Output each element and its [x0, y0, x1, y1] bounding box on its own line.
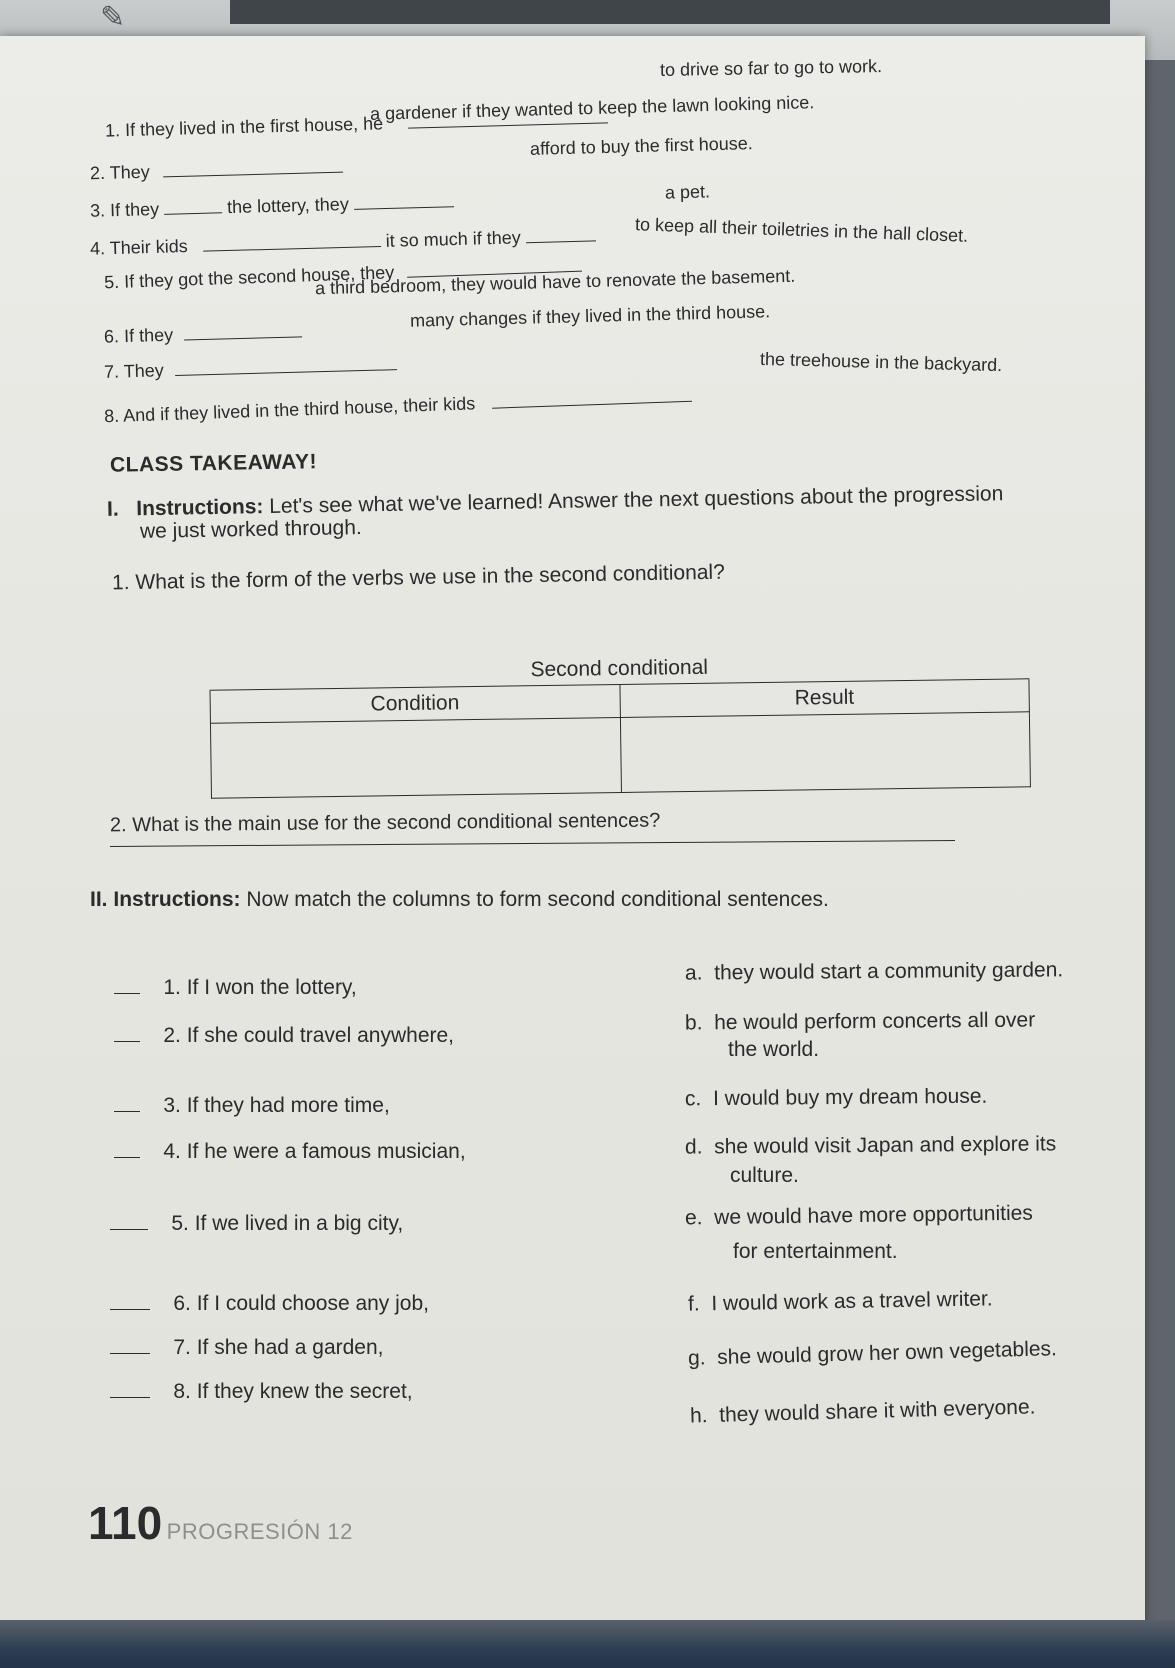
match-right-b-cont: the world. — [728, 1038, 820, 1061]
workbook-page — [0, 36, 1145, 1628]
section-1-instructions: I. Instructions: Let's see what we've learned! Answer the next questions about the progression — [106, 482, 1004, 521]
answer-blank[interactable] — [203, 245, 381, 252]
match-left-5: 5. If we lived in a big city, — [110, 1212, 403, 1236]
match-left-6: 6. If I could choose any job, — [110, 1292, 429, 1316]
second-conditional-table — [209, 648, 1031, 798]
section-1-instructions-cont: we just worked through. — [139, 516, 362, 543]
match-blank[interactable] — [114, 1157, 140, 1158]
answer-blank[interactable] — [163, 171, 343, 178]
dark-band — [230, 0, 1110, 24]
page-number: 110 — [88, 1497, 163, 1549]
answer-blank[interactable] — [492, 400, 692, 409]
match-right-a: a. they would start a community garden. — [684, 958, 1064, 985]
match-left-4: 4. If he were a famous musician, — [114, 1140, 466, 1164]
condition-answer-cell[interactable] — [210, 718, 621, 799]
answer-blank[interactable] — [184, 335, 302, 340]
table-title: Second conditional — [210, 648, 1029, 690]
sentence-3: 3. If they the lottery, they — [90, 191, 454, 222]
question-1: 1. What is the form of the verbs we use in the second conditional? — [111, 560, 725, 595]
answer-blank[interactable] — [164, 211, 222, 215]
sentence-8-end: the treehouse in the backyard. — [759, 348, 1003, 376]
page-footer — [88, 1496, 353, 1550]
progression-label: PROGRESIÓN 12 — [166, 1519, 353, 1544]
match-left-1: 1. If I won the lottery, — [114, 976, 357, 1000]
photo-background-bottom — [0, 1620, 1175, 1668]
sentence-6-end: a third bedroom, they would have to renovate the basement. — [314, 265, 796, 299]
sentence-4: 4. Their kids it so much if they — [90, 225, 596, 259]
match-right-d-cont: culture. — [730, 1164, 799, 1187]
table-header-condition: Condition — [210, 685, 620, 724]
sentence-7: 7. They — [104, 354, 397, 383]
sentence-6: 6. If they — [104, 321, 303, 347]
section-2-instructions: II. Instructions: Now match the columns to form second conditional sentences. — [90, 888, 829, 911]
match-blank[interactable] — [110, 1309, 150, 1310]
answer-blank[interactable] — [175, 368, 397, 376]
answer-line[interactable] — [110, 840, 955, 847]
result-answer-cell[interactable] — [620, 712, 1031, 793]
match-left-8: 8. If they knew the secret, — [110, 1380, 413, 1404]
match-right-f: f. I would work as a travel writer. — [687, 1287, 993, 1316]
match-blank[interactable] — [110, 1353, 150, 1354]
match-right-e: e. we would have more opportunities — [684, 1201, 1034, 1230]
match-left-2: 2. If she could travel anywhere, — [114, 1024, 454, 1048]
sentence-4-end: a pet. — [664, 181, 711, 203]
sentence-5: 5. If they got the second house, they — [104, 256, 583, 294]
match-blank[interactable] — [114, 993, 140, 994]
takeaway-heading: CLASS TAKEAWAY! — [109, 450, 318, 477]
match-right-c: c. I would buy my dream house. — [684, 1084, 988, 1111]
sentence-1: 1. If they lived in the first house, he — [105, 107, 609, 141]
match-left-3: 3. If they had more time, — [114, 1094, 390, 1118]
question-2: 2. What is the main use for the second conditional sentences? — [109, 809, 661, 837]
match-left-7: 7. If she had a garden, — [110, 1336, 384, 1360]
match-right-h: h. they would share it with everyone. — [689, 1395, 1036, 1428]
sentence-2: 2. They — [90, 157, 343, 185]
match-blank[interactable] — [114, 1041, 140, 1042]
match-right-g: g. she would grow her own vegetables. — [687, 1337, 1058, 1370]
sentence-5-end: to keep all their toiletries in the hall closet. — [634, 214, 969, 246]
match-blank[interactable] — [114, 1111, 140, 1112]
answer-blank[interactable] — [354, 205, 454, 210]
match-blank[interactable] — [110, 1229, 148, 1230]
match-right-d: d. she would visit Japan and explore its — [684, 1132, 1057, 1159]
table-header-result: Result — [619, 679, 1029, 718]
sentence-2-end: a gardener if they wanted to keep the lawn looking nice. — [369, 92, 815, 124]
sentence-7-end: many changes if they lived in the third house. — [409, 301, 771, 331]
answer-blank[interactable] — [526, 239, 596, 243]
doodle-sketch: ✎ — [100, 1, 126, 34]
match-right-b: b. he would perform concerts all over — [684, 1008, 1036, 1035]
sentence-8: 8. And if they lived in the third house, their kids — [104, 386, 693, 428]
sentence-3-end: afford to buy the first house. — [529, 133, 754, 159]
match-right-e-cont: for entertainment. — [733, 1240, 898, 1263]
match-blank[interactable] — [110, 1397, 150, 1398]
sentence-1-end: to drive so far to go to work. — [659, 56, 883, 80]
